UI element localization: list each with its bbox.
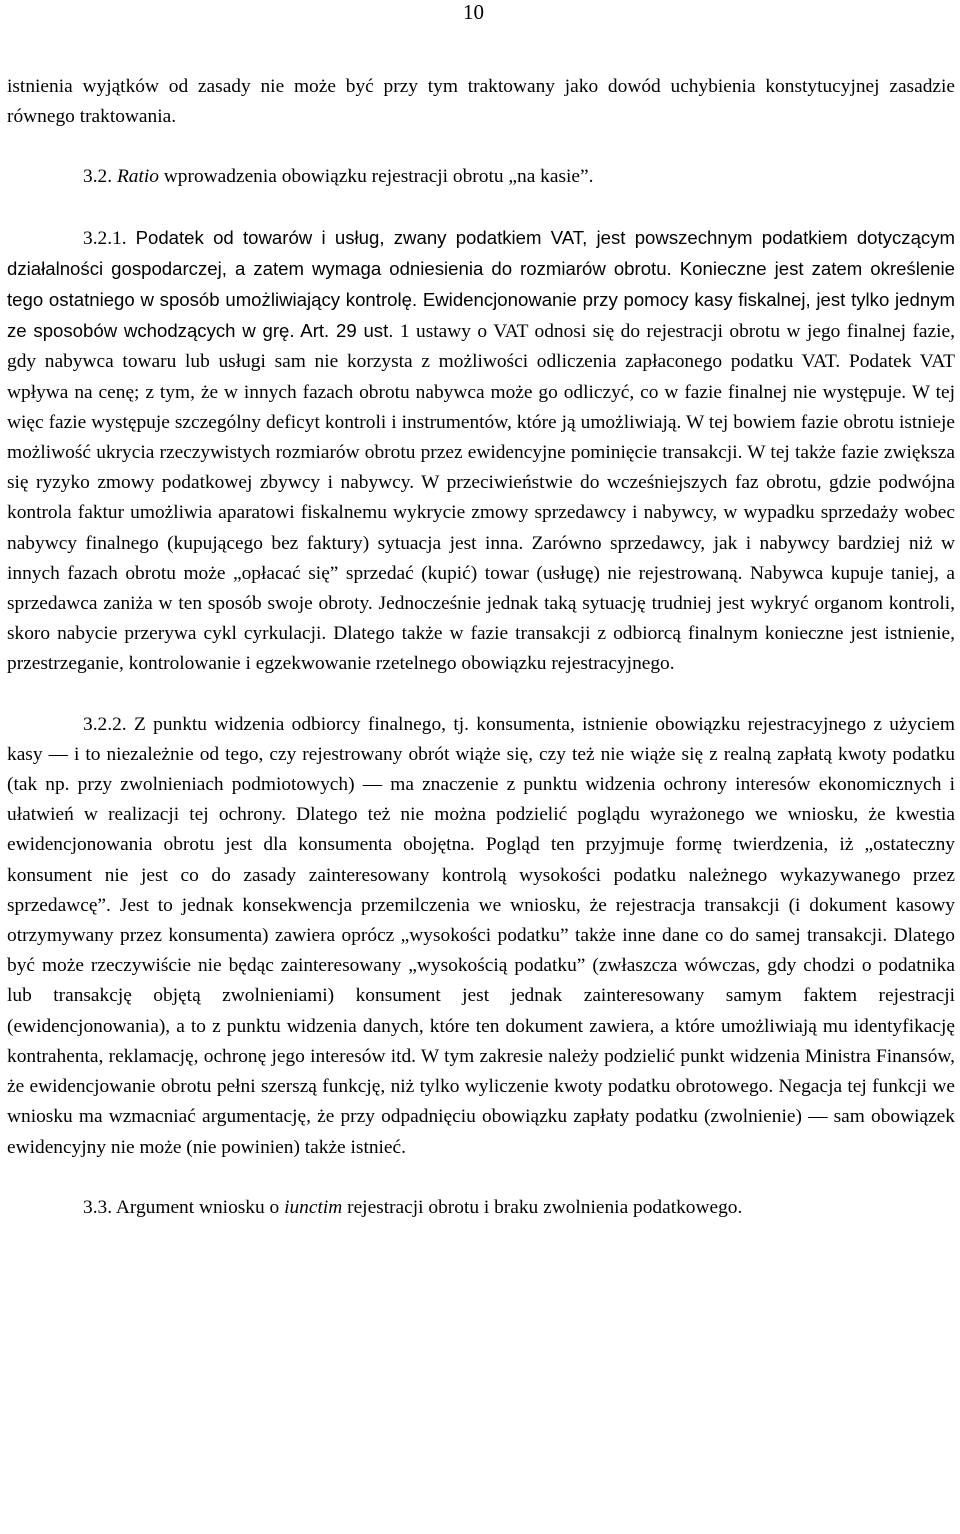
section-heading-italic: Ratio	[116, 166, 159, 188]
paragraph-3-2-2: 3.2.2. Z punktu widzenia odbiorcy finalnego, tj. konsumenta, istnienie obowiązku rejestracyjnego z użyciem kasy — i to niezależnie od tego, czy rejestrowany obrót wiąże się, czy też nie wiąże się z realną zapłatą kwoty podatku (tak np. przy zwolnieniach podmiotowych) — ma znaczenie z punktu widzenia ochrony interesów ekonomicznych i ułatwień w realizacji tej ochrony. Dlatego też nie można podzielić poglądu wyrażonego we wniosku, że kwestia ewidencjonowania obrotu jest dla konsumenta obojętna. Pogląd ten przyjmuje formę twierdzenia, iż „ostateczny konsument nie jest co do zasady zainteresowany kontrolą wysokości podatku należnego wykazywanego przez sprzedawcę”. Jest to jednak konsekwencja przemilczenia we wniosku, że rejestracja transakcji (i dokument kasowy otrzymywany przez konsumenta) zawiera oprócz „wysokości podatku” także inne dane co do samej transakcji. Dlatego być może rzeczywiście nie będąc zainteresowany „wysokością podatku” (zwłaszcza wówczas, gdy chodzi o podatnika lub transakcję objętą zwolnieniami) konsument jest jednak zainteresowany samym faktem rejestracji (ewidencjonowania), a to z punktu widzenia danych, które ten dokument zawiera, a które umożliwiają mu identyfikację kontrahenta, reklamację, ochronę jego interesów itd. W tym zakresie należy podzielić punkt widzenia Ministra Finansów, że ewidencjowanie obrotu pełni szerszą funkcję, niż tylko wyliczenie kwoty podatku obrotowego. Negacja tej funkcji we wniosku ma wzmacniać argumentację, że przy odpadnięciu obowiązku zapłaty podatku (zwolnienie) — sam obowiązek ewidencyjny nie może (nie powinien) także istnieć.	[7, 713, 955, 1158]
page-number: 10	[463, 0, 484, 24]
section-heading-text: 3.3. Argument wniosku o	[83, 1196, 285, 1218]
paragraph-text: 1 ustawy o VAT odnosi się do rejestracji obrotu w jego finalnej fazie, gdy nabywca towaru lub usługi sam nie korzysta z możliwości odliczenia zapłaconego podatku VAT. Podatek VAT wpływa na cenę; z tym, że w innych fazach obrotu nabywca może go odliczyć, co w fazie finalnej nie występuje. W tej więc fazie występuje szczególny deficyt kontroli i instrumentów, które ją umożliwiają. W tej bowiem fazie obrotu istnieje możliwość ukrycia rzeczywistych rozmiarów obrotu przez ewidencyjne pominięcie transakcji. W tej także fazie zwiększa się ryzyko zmowy podatkowej zbywcy i nabywcy. W przeciwieństwie do wcześniejszych faz obrotu, gdzie podwójna kontrola faktur umożliwia aparatowi fiskalnemu wykrycie zmowy sprzedawcy i nabywcy, w wypadku sprzedaży wobec nabywcy finalnego (kupującego bez faktury) sytuacja jest inna. Zarówno sprzedawcy, jak i nabywcy bardziej niż w innych fazach obrotu może „opłacać się” sprzedać (kupić) towar (usługę) nie rejestrowaną. Nabywca kupuje taniej, a sprzedawca zaniża w ten sposób swoje obroty. Jednocześnie jednak taką sytuację trudniej jest wykryć organom kontroli, skoro nabycie przerywa cykl cyrkulacji. Dlatego także w fazie transakcji z odbiorcą finalnym konieczne jest istnienie, przestrzeganie, kontrolowanie i egzekwowanie rzetelnego obowiązku rejestracyjnego.	[7, 321, 955, 675]
document-body	[7, 72, 955, 1223]
section-heading-text: rejestracji obrotu i braku zwolnienia podatkowego.	[342, 1196, 743, 1218]
paragraph-number: 3.2.1.	[83, 227, 136, 249]
paragraph-continuation: istnienia wyjątków od zasady nie może być przy tym traktowany jako dowód uchybienia konstytucyjnej zasadzie równego traktowania.	[7, 76, 955, 128]
section-number: 3.2.	[83, 166, 117, 188]
paragraph-gap	[7, 132, 955, 162]
paragraph-text-sans: Podatek od towarów i usług, zwany podatkiem VAT, jest powszechnym podatkiem dotyczącym działalności gospodarczej, a zatem wymaga odniesienia do rozmiarów obrotu. Konieczne jest zatem określenie tego ostatniego w sposób umożliwiający kontrolę. Ewidencjonowanie przy pomocy kasy fiskalnej, jest tylko jednym ze sposobów wchodzących w grę. Art. 29 ust.	[7, 226, 955, 342]
section-heading-text: wprowadzenia obowiązku rejestracji obrotu „na kasie”.	[158, 166, 594, 188]
paragraph-3-2-1	[7, 223, 955, 680]
paragraph-gap	[7, 193, 955, 223]
paragraph-gap	[7, 680, 955, 710]
section-heading-3-3	[7, 1193, 955, 1223]
section-heading-italic: iunctim	[284, 1196, 343, 1218]
section-heading-3-2	[7, 162, 955, 192]
paragraph-gap	[7, 1163, 955, 1193]
